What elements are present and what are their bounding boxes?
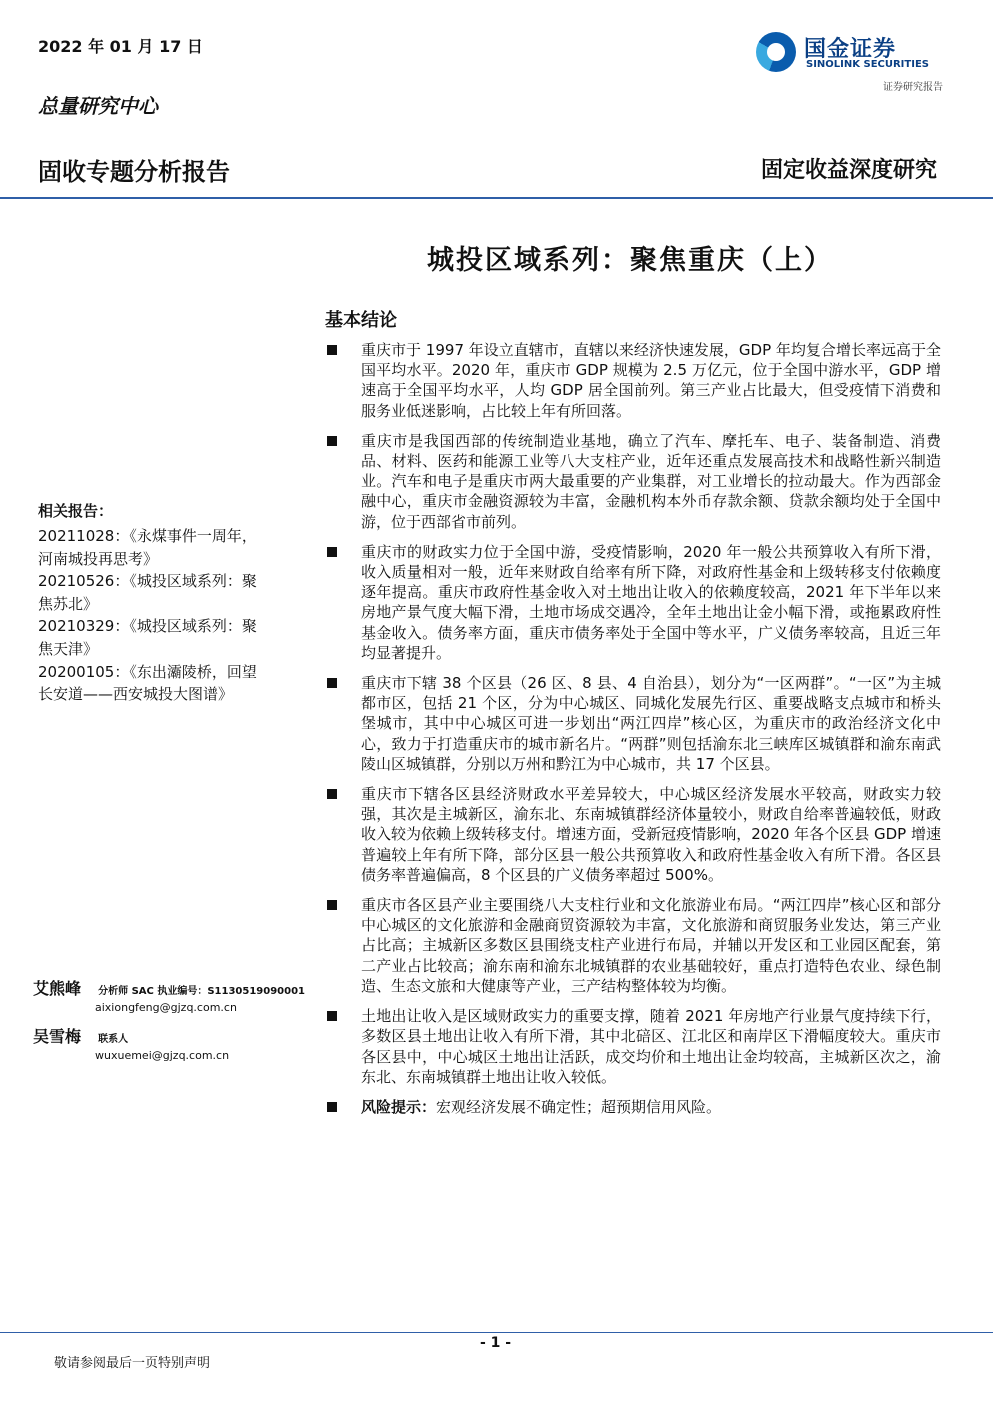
bullet-square-icon (327, 547, 337, 557)
analyst-role: 联系人 (98, 1034, 129, 1045)
bullet-square-icon (327, 900, 337, 910)
bullet-square-icon (327, 436, 337, 446)
related-report-link[interactable]: 20211028：《永煤事件一周年，河南城投再思考》 (38, 527, 257, 568)
bullet-square-icon (327, 345, 337, 355)
analyst-email[interactable]: aixiongfeng@gjzq.com.cn (95, 1001, 237, 1014)
risk-label: 风险提示： (361, 1097, 437, 1116)
page-number: - 1 - (480, 1335, 512, 1351)
logo-name-cn: 国金证券 (804, 37, 897, 62)
related-reports-heading: 相关报告： (38, 502, 114, 520)
bullet-square-icon (327, 789, 337, 799)
related-report-link[interactable]: 20210329：《城投区域系列：聚焦天津》 (38, 617, 257, 658)
department-name: 总量研究中心 (38, 94, 158, 118)
list-item (325, 340, 941, 421)
list-item (325, 895, 941, 996)
analyst-name: 吴雪梅 (33, 1027, 82, 1046)
bullet-square-icon (327, 1011, 337, 1021)
risk-text: 宏观经济发展不确定性；超预期信用风险。 (436, 1097, 722, 1116)
bullet-text: 土地出让收入是区域财政实力的重要支撑，随着 2021 年房地产行业景气度持续下行，多数区县土地出让收入有所下滑，其中北碚区、江北区和南岸区下滑幅度较大。重庆市各区县中，中心城区土地出让活跃，成交均价和土地出让金均较高，主城新区次之，渝东北、东南城镇群土地出让收入较低。 (361, 1007, 941, 1086)
header-divider (0, 197, 993, 199)
report-date: 2022 年 01 月 17 日 (38, 37, 203, 56)
analyst-role: 分析师 SAC 执业编号：S1130519090001 (98, 986, 305, 997)
sinolink-logo-icon (756, 32, 796, 72)
list-item (325, 673, 941, 774)
logo-name-en: SINOLINK SECURITIES (806, 59, 929, 70)
list-item (325, 542, 941, 663)
series-label: 固定收益深度研究 (760, 157, 937, 183)
related-report-link[interactable]: 20210526：《城投区域系列：聚焦苏北》 (38, 572, 257, 613)
footer-disclaimer: 敬请参阅最后一页特别声明 (54, 1356, 211, 1371)
bullet-text: 重庆市的财政实力位于全国中游，受疫情影响，2020 年一般公共预算收入有所下滑，收入质量相对一般，近年来财政自给率有所下降，对政府性基金和上级转移支付依赖度逐年提高。重庆市政府性基金收入对土地出让收入的依赖度较高，2021 年下半年以来房地产景气度大幅下滑，土地市场成交遇冷，全年土地出让金小幅下滑，或拖累政府性基金收入。债务率方面，重庆市债务率处于全国中等水平，广义债务率较高，且近三年均显著提升。 (361, 542, 941, 662)
related-report-link[interactable]: 20200105：《东出灞陵桥，回望长安道——西安城投大图谱》 (38, 662, 257, 704)
analyst-card (33, 976, 313, 1014)
company-logo (756, 32, 946, 76)
list-item (325, 1006, 941, 1087)
section-title: 基本结论 (325, 310, 397, 331)
conclusion-list (325, 340, 941, 1127)
bullet-text: 重庆市于 1997 年设立直辖市，直辖以来经济快速发展，GDP 年均复合增长率远高于全国平均水平。2020 年，重庆市 GDP 规模为 2.5 万亿元，位于全国中游水平，GDP 增速高于全国平均水平，人均 GDP 居全国前列。第三产业占比最大，但受疫情下消费和服务业低迷影响，占比较上年有所回落。 (361, 341, 941, 420)
related-reports (38, 500, 258, 706)
bullet-square-icon (327, 678, 337, 688)
bullet-text: 重庆市各区县产业主要围绕八大支柱行业和文化旅游业布局。“两江四岸”核心区和部分中心城区的文化旅游和金融商贸资源较为丰富，文化旅游和商贸服务业发达，第三产业占比高；主城新区多数区县围绕支柱产业进行布局，并辅以开发区和工业园区配套，第二产业占比较高；渝东南和渝东北城镇群的农业基础较好，重点打造特色农业、绿色制造、生态文旅和大健康等产业，三产结构整体较为均衡。 (361, 896, 941, 995)
bullet-text: 重庆市是我国西部的传统制造业基地，确立了汽车、摩托车、电子、装备制造、消费品、材料、医药和能源工业等八大支柱产业，近年还重点发展高技术和战略性新兴制造业。汽车和电子是重庆市两大最重要的产业集群，对工业增长的拉动最大。作为西部金融中心，重庆市金融资源较为丰富，金融机构本外币存款余额、贷款余额均处于全国中游，位于西部省市前列。 (361, 431, 941, 531)
report-title: 城投区域系列：聚焦重庆（上） (427, 245, 833, 276)
bullet-text: 重庆市下辖各区县经济财政水平差异较大，中心城区经济发展水平较高，财政实力较强，其次是主城新区，渝东北、东南城镇群经济体量较小，财政自给率普遍较低，财政收入较为依赖上级转移支付。增速方面，受新冠疫情影响，2020 年各个区县 GDP 增速普遍较上年有所下降，部分区县一般公共预算收入和政府性基金收入有所下滑。各区县债务率普遍偏高，8 个区县的广义债务率超过 500%。 (361, 785, 941, 884)
document-type: 固收专题分析报告 (38, 158, 230, 186)
footer-divider (0, 1332, 993, 1333)
risk-item (325, 1097, 941, 1117)
analyst-email[interactable]: wuxuemei@gjzq.com.cn (95, 1049, 230, 1062)
analyst-card (33, 1024, 313, 1062)
bullet-text: 重庆市下辖 38 个区县（26 区、8 县、4 自治县），划分为“一区两群”。“一区”为主城都市区，包括 21 个区，分为中心城区、同城化发展先行区、重要战略支点城市和桥头堡城市，其中中心城区可进一步划出“两江四岸”核心区，为重庆市的政治经济文化中心，致力于打造重庆市的城市新名片。“两群”则包括渝东北三峡库区城镇群和渝东南武陵山区城镇群，分别以万州和黔江为中心城市，共 17 个区县。 (361, 674, 941, 773)
bullet-square-icon (327, 1102, 337, 1112)
logo-subtitle: 证券研究报告 (883, 82, 943, 93)
list-item (325, 784, 941, 885)
analyst-name: 艾熊峰 (33, 979, 82, 998)
list-item (325, 431, 941, 532)
